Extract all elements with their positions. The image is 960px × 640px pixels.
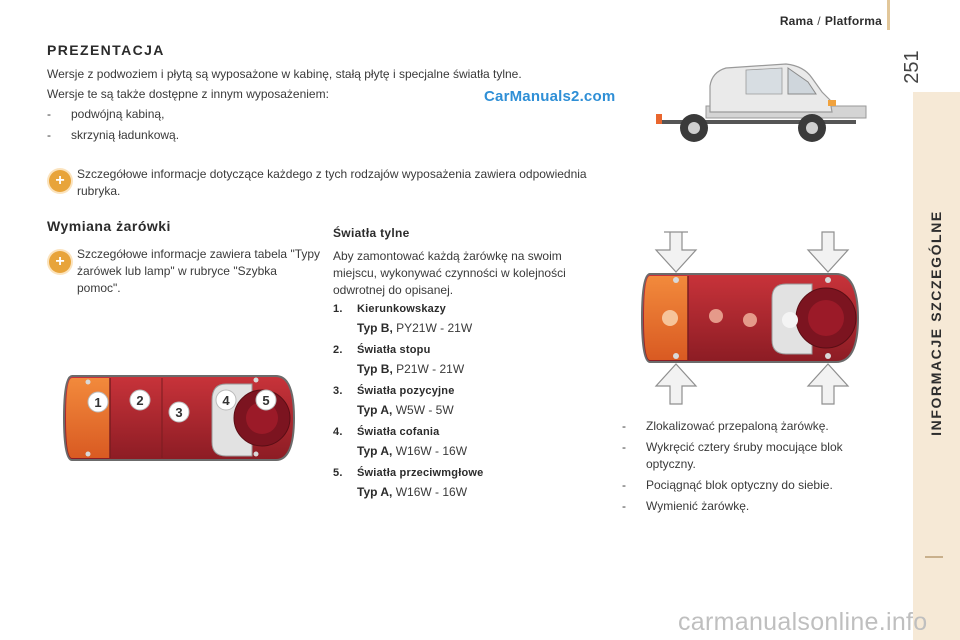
list-dash: - xyxy=(47,128,51,142)
section-title: PREZENTACJA xyxy=(47,42,165,58)
rear-lights-title: Światła tylne xyxy=(333,226,410,240)
intro-paragraph-2: Wersje te są także dostępne z innym wyposażeniem: xyxy=(47,87,329,101)
side-tab-title xyxy=(914,92,958,554)
list-item: 1. Kierunkowskazy Typ B, PY21W - 21W xyxy=(333,303,473,335)
running-header xyxy=(780,14,882,28)
list-item: - podwójną kabiną, xyxy=(47,107,165,121)
footer-watermark: carmanualsonline.info xyxy=(678,608,928,636)
header-section: Rama xyxy=(779,14,814,28)
note-equipment: Szczegółowe informacje dotyczące każdego z tych rodzajów wyposażenia zawiera odpowiednia rubryka. xyxy=(77,167,587,198)
note-bulb-table: Szczegółowe informacje zawiera tabela "Typy żarówek lub lamp" w rubryce "Szybka pomoc". xyxy=(77,247,321,295)
list-item: - Wykręcić cztery śruby mocujące blok optyczny. xyxy=(622,440,843,471)
list-dash: - xyxy=(622,419,626,433)
list-dash: - xyxy=(622,478,626,492)
lamp-label-2: 2 xyxy=(136,393,144,408)
lamp-label-3: 3 xyxy=(175,405,183,420)
list-item: - Zlokalizować przepaloną żarówkę. xyxy=(622,419,829,433)
list-dash: - xyxy=(47,107,51,121)
header-subsection: Platforma xyxy=(824,14,882,28)
platform-truck-icon xyxy=(646,56,874,146)
lamp-label-1: 1 xyxy=(94,395,102,410)
rear-lights-intro: Aby zamontować każdą żarówkę na swoim miejscu, wykonywać czynności w kolejności odwrotnej do opisanej. xyxy=(333,249,566,297)
info-plus-icon: + xyxy=(49,251,71,273)
watermark-text: CarManuals2.com xyxy=(484,88,616,105)
list-item: - Pociągnąć blok optyczny do siebie. xyxy=(622,478,833,492)
lamp-label-4: 4 xyxy=(222,393,230,408)
lamp-label-5: 5 xyxy=(262,393,270,408)
side-tab-marker xyxy=(925,556,943,558)
page-number: 251 xyxy=(901,50,923,84)
list-item: 4. Światła cofania Typ A, W16W - 16W xyxy=(333,426,468,458)
intro-paragraph-1: Wersje z podwoziem i płytą są wyposażone w kabinę, stałą płytę i specjalne światła tylne. xyxy=(47,67,522,81)
bulb-list xyxy=(333,302,603,507)
list-item: 2. Światła stopu Typ B, P21W - 21W xyxy=(333,344,465,376)
info-plus-icon: + xyxy=(49,170,71,192)
bulb-change-title: Wymiana żarówki xyxy=(47,218,171,234)
removal-steps-list xyxy=(622,418,872,519)
list-dash: - xyxy=(622,499,626,513)
list-item: 5. Światła przeciwmgłowe Typ A, W16W - 16W xyxy=(333,467,484,499)
header-separator: / xyxy=(817,14,821,28)
truck-illustration xyxy=(646,56,874,146)
header-divider xyxy=(887,0,890,30)
rear-lamp-numbered-icon xyxy=(62,370,298,466)
equipment-list xyxy=(47,106,347,148)
lamp-removal-diagram xyxy=(640,228,862,408)
list-item: 3. Światła pozycyjne Typ A, W5W - 5W xyxy=(333,385,455,417)
side-tab-title-text: INFORMACJE SZCZEGÓLNE xyxy=(928,210,944,436)
list-item: - Wymienić żarówkę. xyxy=(622,499,750,513)
list-dash: - xyxy=(622,440,626,454)
rear-lamp-screws-icon xyxy=(640,228,862,408)
list-item: - skrzynią ładunkową. xyxy=(47,128,180,142)
rear-lamp-diagram xyxy=(62,370,298,466)
